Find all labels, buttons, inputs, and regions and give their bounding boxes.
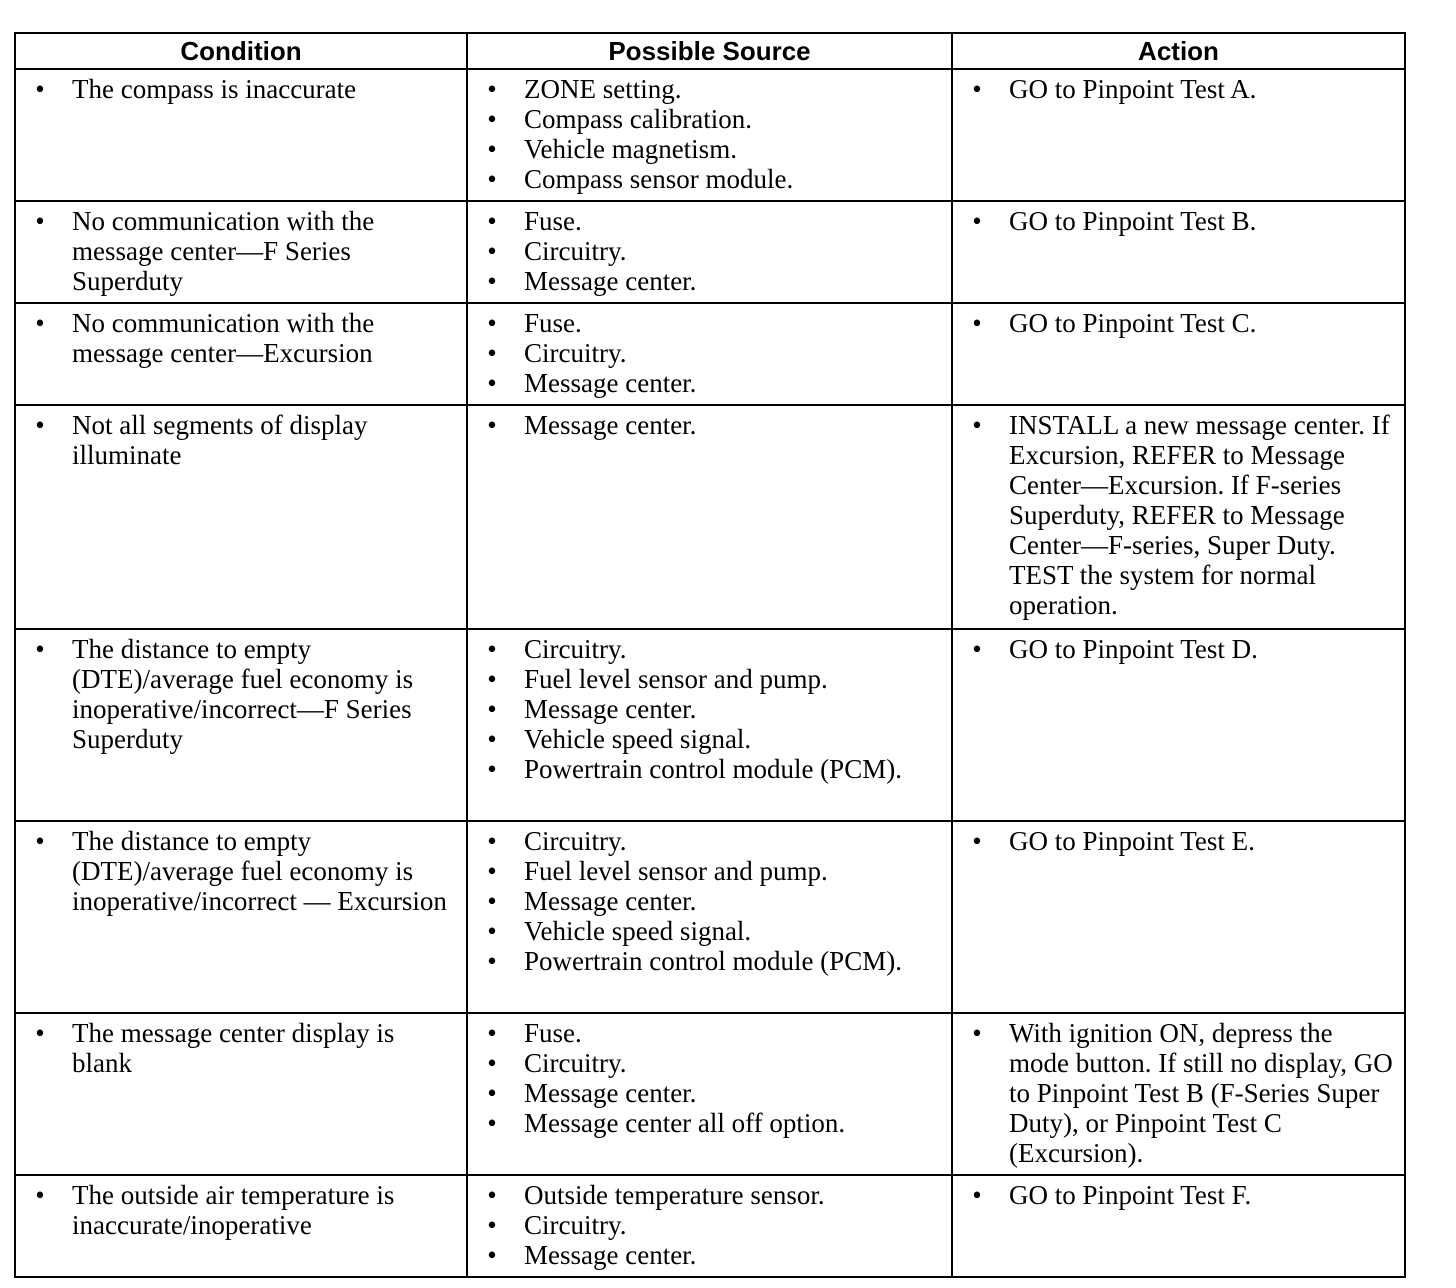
action-item bbox=[959, 1180, 1398, 1210]
bullet-icon: • bbox=[972, 74, 982, 104]
bullet-icon: • bbox=[487, 1018, 497, 1048]
source-item bbox=[474, 266, 945, 296]
bullet-icon: • bbox=[487, 1078, 497, 1108]
bullet-icon: • bbox=[487, 338, 497, 368]
action-item bbox=[959, 410, 1398, 620]
condition-cell bbox=[15, 69, 467, 201]
source-item bbox=[474, 1048, 945, 1078]
source-item bbox=[474, 1018, 945, 1048]
source-item bbox=[474, 1078, 945, 1108]
bullet-icon: • bbox=[972, 410, 982, 440]
condition-text: The distance to empty (DTE)/average fuel economy is inoperative/incorrect — Excursion bbox=[72, 826, 447, 916]
action-item bbox=[959, 1018, 1398, 1168]
source-text: Vehicle magnetism. bbox=[524, 134, 737, 164]
condition-item bbox=[22, 206, 460, 296]
source-item bbox=[474, 694, 945, 724]
action-cell bbox=[952, 69, 1405, 201]
source-text: Fuel level sensor and pump. bbox=[524, 856, 828, 886]
action-cell bbox=[952, 1013, 1405, 1175]
source-text: Vehicle speed signal. bbox=[524, 916, 752, 946]
bullet-icon: • bbox=[487, 164, 497, 194]
bullet-icon: • bbox=[487, 754, 497, 784]
source-text: Circuitry. bbox=[524, 1210, 627, 1240]
bullet-icon: • bbox=[487, 664, 497, 694]
source-text: Vehicle speed signal. bbox=[524, 724, 752, 754]
source-text: Fuel level sensor and pump. bbox=[524, 664, 828, 694]
bullet-icon: • bbox=[35, 826, 45, 856]
condition-text: No communication with the message center—F Series Superduty bbox=[72, 206, 375, 296]
table-row bbox=[15, 1175, 1405, 1277]
bullet-icon: • bbox=[487, 946, 497, 976]
condition-item bbox=[22, 1018, 460, 1078]
source-text: Message center. bbox=[524, 1240, 697, 1270]
diagnostic-table-sheet bbox=[14, 32, 1404, 1278]
action-text: GO to Pinpoint Test A. bbox=[1009, 74, 1257, 104]
source-text: Compass sensor module. bbox=[524, 164, 794, 194]
source-item bbox=[474, 1240, 945, 1270]
bullet-icon: • bbox=[35, 634, 45, 664]
condition-item bbox=[22, 634, 460, 754]
source-text: Message center. bbox=[524, 368, 697, 398]
condition-cell bbox=[15, 405, 467, 629]
bullet-icon: • bbox=[487, 1180, 497, 1210]
source-cell bbox=[467, 821, 952, 1013]
bullet-icon: • bbox=[487, 206, 497, 236]
source-item bbox=[474, 826, 945, 856]
condition-cell bbox=[15, 1175, 467, 1277]
bullet-icon: • bbox=[487, 826, 497, 856]
bullet-icon: • bbox=[35, 308, 45, 338]
source-item bbox=[474, 236, 945, 266]
source-item bbox=[474, 634, 945, 664]
action-cell bbox=[952, 405, 1405, 629]
source-item bbox=[474, 724, 945, 754]
source-item bbox=[474, 410, 945, 440]
bullet-icon: • bbox=[487, 134, 497, 164]
action-cell bbox=[952, 303, 1405, 405]
source-item bbox=[474, 1180, 945, 1210]
condition-item bbox=[22, 826, 460, 916]
condition-item bbox=[22, 308, 460, 368]
action-text: GO to Pinpoint Test B. bbox=[1009, 206, 1257, 236]
source-item bbox=[474, 664, 945, 694]
action-cell bbox=[952, 1175, 1405, 1277]
source-item bbox=[474, 916, 945, 946]
bullet-icon: • bbox=[35, 74, 45, 104]
condition-item bbox=[22, 410, 460, 470]
action-cell bbox=[952, 821, 1405, 1013]
source-item bbox=[474, 74, 945, 104]
condition-cell bbox=[15, 821, 467, 1013]
symptom-chart-table bbox=[14, 32, 1406, 1278]
source-item bbox=[474, 754, 945, 784]
source-item bbox=[474, 1210, 945, 1240]
action-text: GO to Pinpoint Test C. bbox=[1009, 308, 1257, 338]
source-text: Fuse. bbox=[524, 1018, 582, 1048]
bullet-icon: • bbox=[487, 916, 497, 946]
condition-text: No communication with the message center—Excursion bbox=[72, 308, 375, 368]
source-item bbox=[474, 134, 945, 164]
bullet-icon: • bbox=[487, 368, 497, 398]
bullet-icon: • bbox=[487, 886, 497, 916]
source-text: Message center all off option. bbox=[524, 1108, 846, 1138]
source-item bbox=[474, 338, 945, 368]
source-item bbox=[474, 1108, 945, 1138]
source-cell bbox=[467, 1013, 952, 1175]
bullet-icon: • bbox=[487, 694, 497, 724]
action-cell bbox=[952, 629, 1405, 821]
action-text: GO to Pinpoint Test D. bbox=[1009, 634, 1258, 664]
source-item bbox=[474, 104, 945, 134]
bullet-icon: • bbox=[35, 206, 45, 236]
source-text: Compass calibration. bbox=[524, 104, 752, 134]
bullet-icon: • bbox=[487, 410, 497, 440]
action-cell bbox=[952, 201, 1405, 303]
bullet-icon: • bbox=[487, 724, 497, 754]
source-text: Message center. bbox=[524, 694, 697, 724]
source-text: Message center. bbox=[524, 886, 697, 916]
source-text: Powertrain control module (PCM). bbox=[524, 754, 902, 784]
action-text: GO to Pinpoint Test F. bbox=[1009, 1180, 1252, 1210]
table-row bbox=[15, 201, 1405, 303]
source-text: Message center. bbox=[524, 266, 697, 296]
bullet-icon: • bbox=[487, 1048, 497, 1078]
source-item bbox=[474, 856, 945, 886]
source-cell bbox=[467, 69, 952, 201]
bullet-icon: • bbox=[487, 104, 497, 134]
table-row bbox=[15, 629, 1405, 821]
bullet-icon: • bbox=[487, 308, 497, 338]
bullet-icon: • bbox=[487, 1108, 497, 1138]
source-item bbox=[474, 164, 945, 194]
header-possible-source: Possible Source bbox=[467, 33, 952, 69]
action-item bbox=[959, 826, 1398, 856]
action-text: GO to Pinpoint Test E. bbox=[1009, 826, 1255, 856]
source-cell bbox=[467, 201, 952, 303]
action-item bbox=[959, 206, 1398, 236]
condition-item bbox=[22, 74, 460, 104]
source-text: Fuse. bbox=[524, 206, 582, 236]
condition-item bbox=[22, 1180, 460, 1240]
table-row bbox=[15, 303, 1405, 405]
source-cell bbox=[467, 303, 952, 405]
source-cell bbox=[467, 629, 952, 821]
bullet-icon: • bbox=[487, 1210, 497, 1240]
bullet-icon: • bbox=[487, 634, 497, 664]
header-condition: Condition bbox=[15, 33, 467, 69]
bullet-icon: • bbox=[972, 206, 982, 236]
source-text: Circuitry. bbox=[524, 826, 627, 856]
condition-text: The outside air temperature is inaccurate/inoperative bbox=[72, 1180, 395, 1240]
bullet-icon: • bbox=[972, 1018, 982, 1048]
header-action: Action bbox=[952, 33, 1405, 69]
action-text: INSTALL a new message center. If Excursion, REFER to Message Center—Excursion. If F-series Superduty, REFER to Message Center—F-series, Super Duty. TEST the system for normal operation. bbox=[1009, 410, 1390, 620]
source-cell bbox=[467, 405, 952, 629]
source-item bbox=[474, 206, 945, 236]
condition-cell bbox=[15, 303, 467, 405]
bullet-icon: • bbox=[972, 308, 982, 338]
bullet-icon: • bbox=[487, 236, 497, 266]
source-text: Circuitry. bbox=[524, 634, 627, 664]
table-row bbox=[15, 821, 1405, 1013]
bullet-icon: • bbox=[487, 74, 497, 104]
bullet-icon: • bbox=[35, 1180, 45, 1210]
condition-text: Not all segments of display illuminate bbox=[72, 410, 368, 470]
source-text: ZONE setting. bbox=[524, 74, 682, 104]
source-item bbox=[474, 368, 945, 398]
source-text: Powertrain control module (PCM). bbox=[524, 946, 902, 976]
bullet-icon: • bbox=[972, 826, 982, 856]
condition-cell bbox=[15, 1013, 467, 1175]
source-text: Fuse. bbox=[524, 308, 582, 338]
source-cell bbox=[467, 1175, 952, 1277]
bullet-icon: • bbox=[35, 1018, 45, 1048]
bullet-icon: • bbox=[972, 634, 982, 664]
source-text: Circuitry. bbox=[524, 236, 627, 266]
table-row bbox=[15, 405, 1405, 629]
bullet-icon: • bbox=[972, 1180, 982, 1210]
action-item bbox=[959, 308, 1398, 338]
action-text: With ignition ON, depress the mode button. If still no display, GO to Pinpoint Test B (F-Series Super Duty), or Pinpoint Test C (Excursion). bbox=[1009, 1018, 1393, 1168]
source-text: Outside temperature sensor. bbox=[524, 1180, 825, 1210]
condition-cell bbox=[15, 629, 467, 821]
bullet-icon: • bbox=[487, 1240, 497, 1270]
condition-text: The compass is inaccurate bbox=[72, 74, 357, 104]
source-item bbox=[474, 308, 945, 338]
action-item bbox=[959, 634, 1398, 664]
condition-cell bbox=[15, 201, 467, 303]
table-row bbox=[15, 1013, 1405, 1175]
condition-text: The distance to empty (DTE)/average fuel economy is inoperative/incorrect—F Series Superduty bbox=[72, 634, 414, 754]
source-text: Circuitry. bbox=[524, 338, 627, 368]
source-item bbox=[474, 886, 945, 916]
table-row bbox=[15, 69, 1405, 201]
source-item bbox=[474, 946, 945, 976]
table-header-row bbox=[15, 33, 1405, 69]
source-text: Message center. bbox=[524, 1078, 697, 1108]
bullet-icon: • bbox=[487, 266, 497, 296]
bullet-icon: • bbox=[487, 856, 497, 886]
source-text: Circuitry. bbox=[524, 1048, 627, 1078]
action-item bbox=[959, 74, 1398, 104]
bullet-icon: • bbox=[35, 410, 45, 440]
source-text: Message center. bbox=[524, 410, 697, 440]
condition-text: The message center display is blank bbox=[72, 1018, 395, 1078]
